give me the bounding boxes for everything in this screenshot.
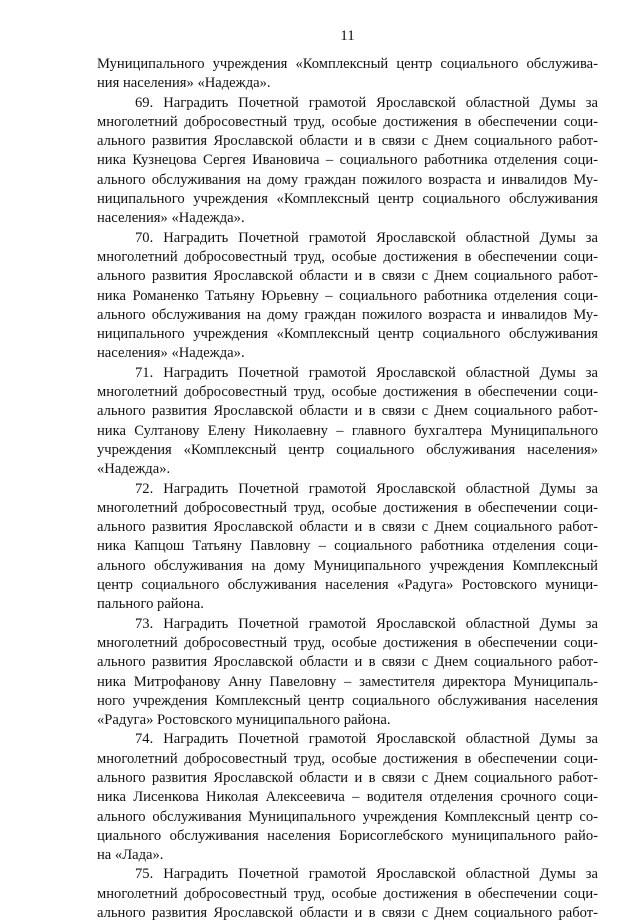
- text-line: «Надежда».: [97, 461, 171, 478]
- text-line: ального обслуживания Муниципального учреждения Комплексный центр со-: [97, 808, 598, 825]
- text-line: многолетний добросовестный труд, особые достижения в обеспечении соци-: [97, 499, 598, 516]
- text-line: населения» «Надежда».: [97, 345, 245, 362]
- text-line: ника Капцош Татьяну Павловну – социального работника отделения соци-: [97, 538, 598, 555]
- text-line: ального обслуживания на дому Муниципального учреждения Комплексный: [97, 557, 598, 574]
- text-line: многолетний добросовестный труд, особые достижения в обеспечении соци-: [97, 248, 598, 265]
- text-line: Муниципального учреждения «Комплексный центр социального обслужива-: [97, 56, 598, 72]
- paragraph-first-line: 74. Наградить Почетной грамотой Ярославской областной Думы за: [135, 731, 598, 748]
- paragraph-first-line: 69. Наградить Почетной грамотой Ярославской областной Думы за: [135, 94, 598, 111]
- paragraph-first-line: 73. Наградить Почетной грамотой Ярославской областной Думы за: [135, 615, 598, 632]
- text-line: ального развития Ярославской области и в связи с Днем социального работ-: [97, 769, 598, 786]
- text-line: «Радуга» Ростовского муниципального района.: [97, 712, 391, 729]
- paragraph-first-line: 75. Наградить Почетной грамотой Ярославской областной Думы за: [135, 866, 598, 883]
- text-line: ального развития Ярославской области и в связи с Днем социального работ-: [97, 905, 598, 922]
- paragraph-first-line: 71. Наградить Почетной грамотой Ярославской областной Думы за: [135, 364, 598, 381]
- text-line: многолетний добросовестный труд, особые достижения в обеспечении соци-: [97, 885, 598, 902]
- text-line: ального обслуживания на дому граждан пожилого возраста и инвалидов Му-: [97, 306, 598, 323]
- page-number: 11: [340, 28, 355, 44]
- text-line: ального развития Ярославской области и в связи с Днем социального работ-: [97, 654, 598, 671]
- text-line: учреждения «Комплексный центр социального обслуживания населения»: [97, 441, 598, 458]
- text-line: ного учреждения Комплексный центр социального обслуживания населения: [97, 692, 598, 709]
- text-line: ника Лисенкова Николая Алексеевича – водителя отделения срочного соци-: [97, 789, 598, 806]
- text-line: ального развития Ярославской области и в связи с Днем социального работ-: [97, 519, 598, 536]
- text-line: ника Султанову Елену Николаевну – главного бухгалтера Муниципального: [97, 422, 598, 439]
- text-line: многолетний добросовестный труд, особые достижения в обеспечении соци-: [97, 384, 598, 401]
- text-line: пального района.: [97, 596, 204, 613]
- text-line: ниципального учреждения «Комплексный центр социального обслуживания: [97, 326, 598, 343]
- text-line: на «Лада».: [97, 847, 164, 864]
- text-line: ника Романенко Татьяну Юрьевну – социального работника отделения соци-: [97, 287, 598, 304]
- paragraph-first-line: 72. Наградить Почетной грамотой Ярославской областной Думы за: [135, 480, 598, 497]
- text-line: ального развития Ярославской области и в связи с Днем социального работ-: [97, 403, 598, 420]
- text-line: многолетний добросовестный труд, особые достижения в обеспечении соци-: [97, 750, 598, 767]
- text-line: циального обслуживания населения Борисоглебского муниципального райо-: [97, 827, 598, 844]
- text-line: центр социального обслуживания населения «Радуга» Ростовского муници-: [97, 577, 598, 594]
- text-line: ника Кузнецова Сергея Ивановича – социального работника отделения соци-: [97, 152, 598, 169]
- text-line: ального развития Ярославской области и в связи с Днем социального работ-: [97, 268, 598, 285]
- text-line: населения» «Надежда».: [97, 210, 245, 227]
- text-line: ального развития Ярославской области и в связи с Днем социального работ-: [97, 133, 598, 150]
- text-line: ника Митрофанову Анну Павеловну – заместителя директора Муниципаль-: [97, 673, 598, 690]
- text-line: ния населения» «Надежда».: [97, 75, 271, 92]
- text-line: ального обслуживания на дому граждан пожилого возраста и инвалидов Му-: [97, 171, 598, 188]
- paragraph-first-line: 70. Наградить Почетной грамотой Ярославской областной Думы за: [135, 229, 598, 246]
- text-line: ниципального учреждения «Комплексный центр социального обслуживания: [97, 191, 598, 208]
- text-line: многолетний добросовестный труд, особые достижения в обеспечении соци-: [97, 113, 598, 130]
- document-body: [97, 55, 598, 923]
- text-line: многолетний добросовестный труд, особые достижения в обеспечении соци-: [97, 634, 598, 651]
